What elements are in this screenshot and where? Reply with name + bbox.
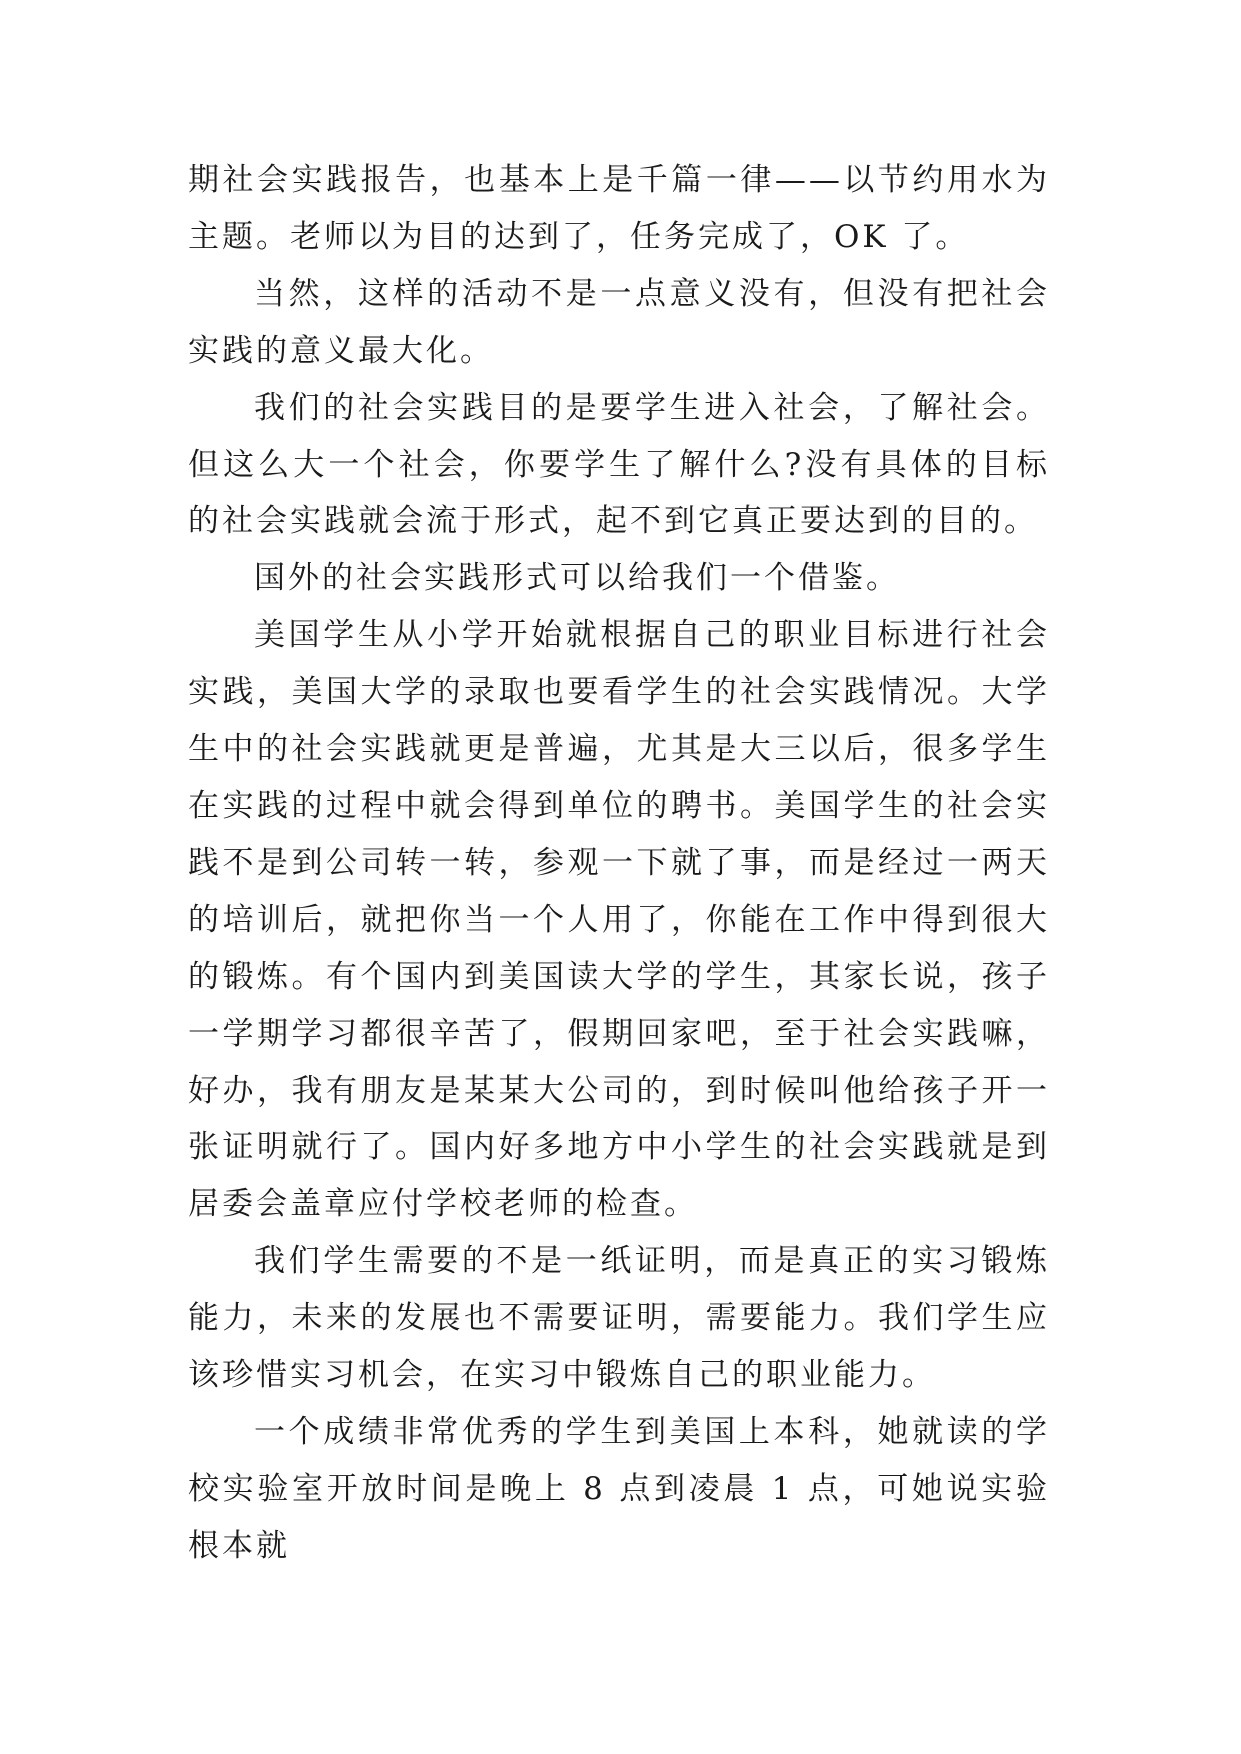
paragraph-continuation: 期社会实践报告，也基本上是千篇一律——以节约用水为主题。老师以为目的达到了，任务完成了，OK 了。	[188, 162, 1050, 255]
paragraph: 当然，这样的活动不是一点意义没有，但没有把社会实践的意义最大化。	[188, 275, 1050, 369]
paragraph: 一个成绩非常优秀的学生到美国上本科，她就读的学校实验室开放时间是晚上 8 点到凌晨 1 点，可她说实验根本就	[188, 1413, 1050, 1564]
paragraph: 国外的社会实践形式可以给我们一个借鉴。	[254, 560, 900, 597]
paragraph: 我们的社会实践目的是要学生进入社会，了解社会。但这么大一个社会，你要学生了解什么?没有具体的目标的社会实践就会流于形式，起不到它真正要达到的目的。	[188, 389, 1050, 540]
paragraph: 美国学生从小学开始就根据自己的职业目标进行社会实践，美国大学的录取也要看学生的社会实践情况。大学生中的社会实践就更是普遍，尤其是大三以后，很多学生在实践的过程中就会得到单位的聘书。美国学生的社会实践不是到公司转一转，参观一下就了事，而是经过一两天的培训后，就把你当一个人用了，你能在工作中得到很大的锻炼。有个国内到美国读大学的学生，其家长说，孩子一学期学习都很辛苦了，假期回家吧，至于社会实践嘛，好办，我有朋友是某某大公司的，到时候叫他给孩子开一张证明就行了。国内好多地方中小学生的社会实践就是到居委会盖章应付学校老师的检查。	[188, 617, 1050, 1223]
paragraph: 我们学生需要的不是一纸证明，而是真正的实习锻炼能力，未来的发展也不需要证明，需要能力。我们学生应该珍惜实习机会，在实习中锻炼自己的职业能力。	[188, 1243, 1050, 1394]
document-body	[188, 152, 1050, 1575]
